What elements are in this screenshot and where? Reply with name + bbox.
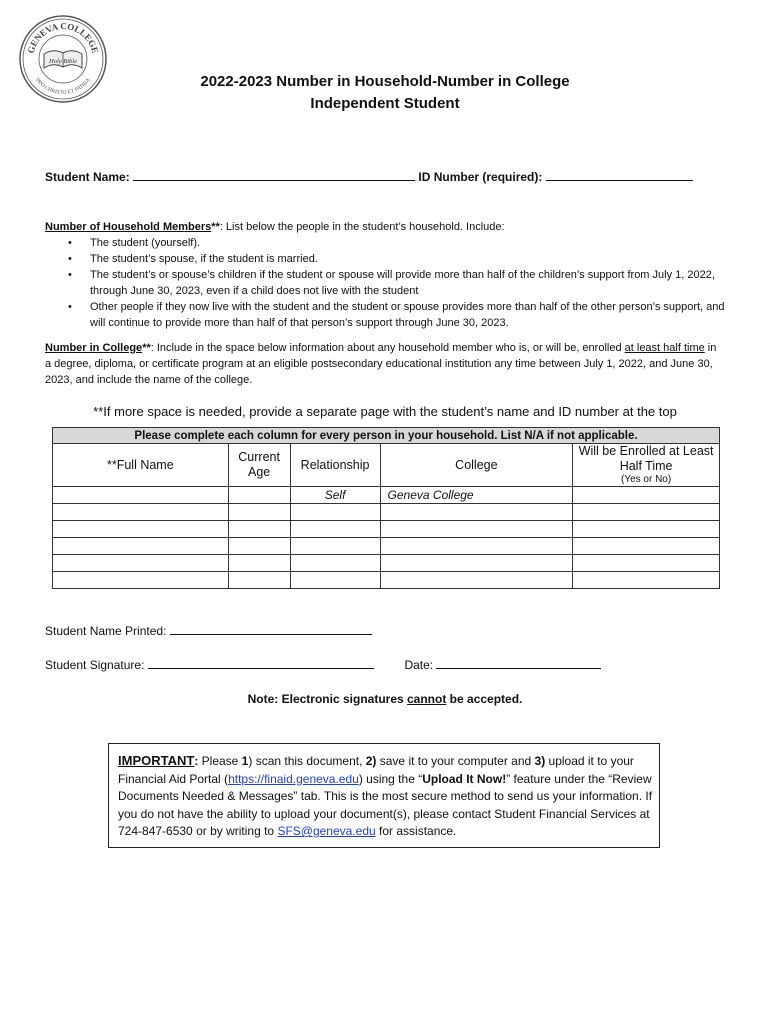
cell-relationship[interactable] [290, 538, 380, 555]
household-table [52, 427, 720, 589]
cell-enrolled[interactable] [573, 572, 720, 589]
household-intro-text: : List below the people in the student’s household. Include: [219, 221, 505, 233]
household-item: • Other people if they now live with the student and the student or spouse provides more than half of the other person’s support, and will continue to provide more than half of that person’s support through June 30, 2023. [90, 299, 725, 331]
cell-relationship[interactable] [290, 555, 380, 572]
cell-age[interactable] [228, 538, 290, 555]
cell-enrolled[interactable] [573, 521, 720, 538]
household-item: • The student’s spouse, if the student is married. [90, 251, 725, 267]
cell-college[interactable]: Geneva College [380, 487, 573, 504]
date-field[interactable] [436, 657, 601, 669]
household-heading: Number of Household Members [45, 221, 212, 233]
signature-label: Student Signature: [45, 658, 145, 672]
table-row [53, 487, 720, 504]
page-subtitle: Independent Student [310, 95, 460, 112]
important-t1: Please [198, 754, 242, 768]
student-info-line [45, 169, 693, 184]
household-item: • The student’s or spouse’s children if the student or spouse will provide more than half of the children’s support from July 1, 2022, through June 30, 2023, even if a child does not live with the student [90, 267, 725, 299]
cell-college[interactable] [380, 521, 573, 538]
cell-age[interactable] [228, 572, 290, 589]
cell-enrolled[interactable] [573, 504, 720, 521]
note-post: be accepted. [446, 692, 523, 706]
header-enrolled [573, 444, 720, 487]
page-title: 2022-2023 Number in Household-Number in College [200, 73, 570, 90]
header-college: College [380, 444, 573, 487]
important-colon: : [194, 754, 199, 768]
cell-relationship[interactable] [290, 504, 380, 521]
cell-name[interactable] [53, 572, 229, 589]
signature-field[interactable] [148, 657, 374, 669]
cell-enrolled[interactable] [573, 538, 720, 555]
seal-book-label: Holy Bible [49, 58, 77, 65]
sfs-email-link[interactable]: SFS@geneva.edu [277, 824, 376, 838]
important-box [108, 743, 660, 848]
household-list [45, 235, 725, 331]
table-row [53, 555, 720, 572]
header-full-name: **Full Name [53, 444, 229, 487]
table-row [53, 572, 720, 589]
important-text [118, 752, 653, 841]
printed-name-line [45, 623, 372, 638]
printed-name-label: Student Name Printed: [45, 624, 167, 638]
cell-name[interactable] [53, 487, 229, 504]
date-label: Date: [404, 658, 434, 672]
cell-age[interactable] [228, 555, 290, 572]
college-text-underlined: at least half time [624, 342, 705, 354]
more-space-note: **If more space is needed, provide a separate page with the student’s name and ID number at the top [93, 404, 677, 419]
upload-it-now-label: Upload It Now! [422, 771, 507, 786]
step-3: 3) [534, 754, 546, 768]
printed-name-field[interactable] [170, 623, 372, 635]
step-1: 1 [241, 754, 249, 768]
college-text-b: in a degree, diploma, or certificate program at an eligible postsecondary educational institution any time between July 1, 2022, and June 30, 2023, and include the name of the college. [45, 342, 717, 386]
college-heading: Number in College [45, 342, 143, 354]
cell-enrolled[interactable] [573, 555, 720, 572]
cell-name[interactable] [53, 538, 229, 555]
important-label: IMPORTANT [118, 753, 195, 768]
table-row [53, 504, 720, 521]
header-enrolled-note: (Yes or No) [620, 474, 672, 485]
cell-age[interactable] [228, 521, 290, 538]
important-t2: ) scan this document, [248, 754, 366, 768]
table-row [53, 538, 720, 555]
cell-enrolled[interactable] [573, 487, 720, 504]
id-number-field[interactable] [546, 169, 693, 181]
student-name-field[interactable] [133, 169, 415, 181]
cell-name[interactable] [53, 555, 229, 572]
electronic-signature-note [0, 692, 770, 706]
household-stars: ** [211, 221, 220, 233]
important-t6: ” feature under the “Review Documents Needed & Messages” tab. This is the most secure method to send us your information. If you do not have the ability to upload your document(s), please contact Student Financial Services at 724-847-6530 or by writing to [118, 771, 653, 838]
cell-college[interactable] [380, 572, 573, 589]
college-stars: ** [142, 342, 151, 354]
college-section [45, 340, 725, 388]
header-current-age: Current Age [228, 444, 290, 487]
cell-relationship[interactable] [290, 572, 380, 589]
cell-name[interactable] [53, 521, 229, 538]
cell-relationship[interactable]: Self [290, 487, 380, 504]
note-cannot: cannot [407, 692, 447, 706]
important-t5: ) using the “ [358, 771, 423, 786]
note-pre: Note: Electronic signatures [247, 692, 407, 706]
finaid-portal-link[interactable]: https://finaid.geneva.edu [228, 771, 359, 786]
household-item: • The student (yourself). [90, 235, 725, 251]
table-row [53, 521, 720, 538]
college-text-a: : Include in the space below information about any household member who is, or will be, enrolled [150, 342, 625, 354]
header-relationship: Relationship [290, 444, 380, 487]
table-banner: Please complete each column for every person in your household. List N/A if not applicable. [53, 428, 720, 444]
important-t4: upload it to your Financial Aid Portal ( [118, 754, 634, 786]
step-2: 2) [365, 754, 377, 768]
important-t7: for assistance. [375, 824, 457, 838]
table-header-row [53, 444, 720, 487]
cell-relationship[interactable] [290, 521, 380, 538]
cell-college[interactable] [380, 538, 573, 555]
cell-age[interactable] [228, 504, 290, 521]
cell-age[interactable] [228, 487, 290, 504]
cell-name[interactable] [53, 504, 229, 521]
id-number-label: ID Number (required): [418, 170, 543, 184]
header-enrolled-label: Will be Enrolled at Least Half Time [578, 444, 714, 473]
seal-name: GENEVA COLLEGE [25, 20, 101, 55]
cell-college[interactable] [380, 504, 573, 521]
household-section [45, 219, 725, 331]
seal-motto: PRO CHRISTO ET PATRIA [34, 77, 92, 97]
signature-line [45, 657, 601, 672]
important-t3: save it to your computer and [376, 754, 535, 768]
household-intro [45, 219, 725, 235]
cell-college[interactable] [380, 555, 573, 572]
student-name-label: Student Name: [45, 170, 130, 184]
